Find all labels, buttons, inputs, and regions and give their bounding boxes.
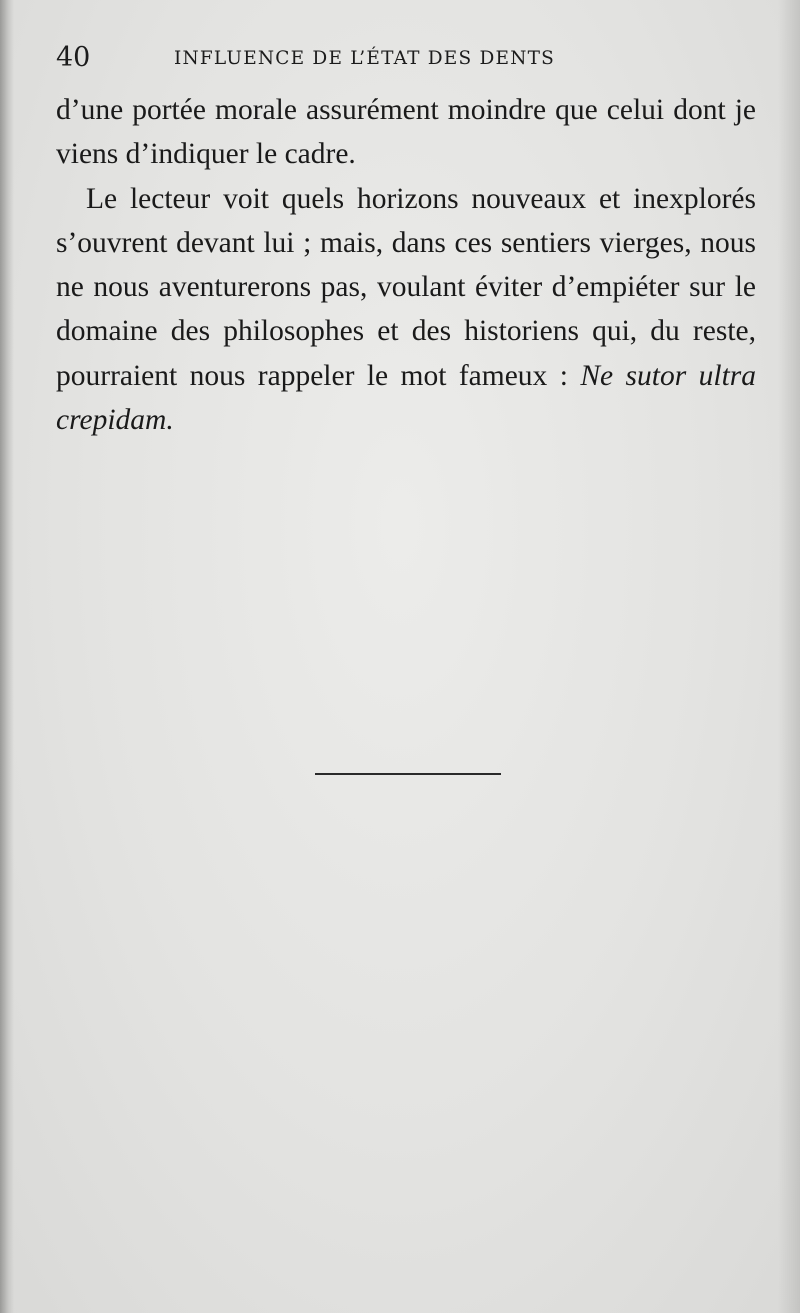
page-gutter-shadow bbox=[0, 0, 14, 1313]
running-title: INFLUENCE DE L’ÉTAT DES DENTS bbox=[174, 48, 556, 69]
paragraph-continuation: d’une portée morale assurément moindre que celui dont je viens d’indiquer le cadre. bbox=[56, 94, 756, 171]
page-edge-shadow bbox=[778, 0, 800, 1313]
latin-quote: Ne sutor ultra crepidam. bbox=[56, 359, 756, 437]
paragraph bbox=[56, 177, 756, 443]
body-text bbox=[56, 88, 756, 442]
section-end-rule bbox=[315, 773, 501, 775]
page-number: 40 bbox=[56, 42, 91, 73]
running-head bbox=[56, 42, 756, 82]
paragraph-text: Le lecteur voit quels horizons nouveaux et inexplorés s’ouvrent devant lui ; mais, dans ces sentiers vierges, nous ne nous aventurerons pas, voulant éviter d’empiéter sur le domaine des philosophes et des historiens qui, du reste, pourraient nous rappeler le mot fameux : bbox=[56, 182, 756, 392]
